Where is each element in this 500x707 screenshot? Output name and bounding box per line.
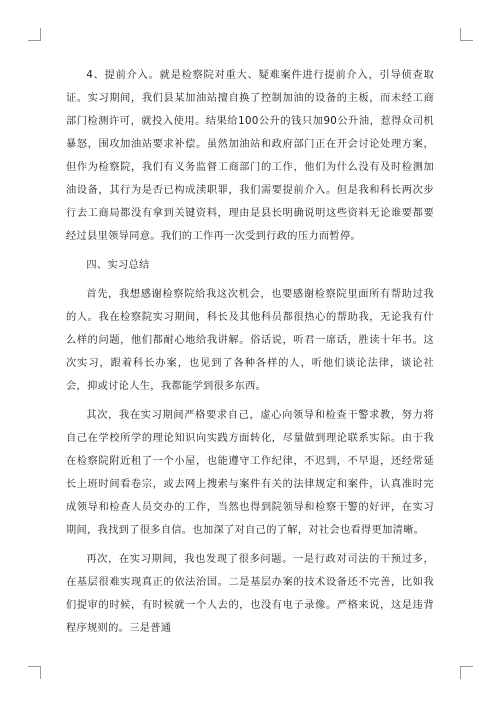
paragraph-first: 首先，我想感谢检察院给我这次机会，也要感谢检察院里面所有帮助过我的人。我在检察院实习期间，科长及其他科员都很热心的帮助我，无论我有什么样的问题，他们都耐心地给我讲解。俗话说，听君一席话，胜读十年书。这次实习，跟着科长办案，也见到了各种各样的人，听他们谈论法律，谈论社会，抑或讨论人生，我都能学到很多东西。: [66, 289, 434, 392]
section-heading-internship-summary: 四、实习总结: [86, 260, 150, 271]
paragraph-third: 再次，在实习期间，我也发现了很多问题。一是行政对司法的干预过多，在基层很难实现真正的依法治国。二是基层办案的技术设备还不完善，比如我们提审的时候，有时候就一个人去的，也没有电子录像。严格来说，这是违背程序规则的。三是普通: [66, 554, 434, 634]
paragraph-second: 其次，我在实习期间严格要求自己，虚心向领导和检查干警求教，努力将自己在学校所学的理论知识向实践方面转化，尽量做到理论联系实际。由于我在检察院附近租了一个小屋，也能遵守工作纪律，不迟到，不早退，还经常延长上班时间看卷宗，或去网上搜索与案件有关的法律规定和案件，认真准时完成领导和检查人员交办的工作，当然也得到院领导和检察干警的好评，在实习期间，我找到了很多自信。也加深了对自己的了解，对社会也看得更加清晰。: [66, 410, 434, 536]
crop-mark-bottom-right: [460, 666, 473, 679]
document-body: [66, 64, 434, 646]
paragraph-early-intervention: 4、提前介入。就是检察院对重大、疑难案件进行提前介入，引导侦查取证。实习期间，我们县某加油站擅自换了控制加油的设备的主板，而未经工商部门检测许可，就投入使用。结果给100公升的钱只加90公升油，惹得众司机暴怒，围攻加油站要求补偿。虽然加油站和政府部门正在开会讨论处理方案，但作为检察院，我们有义务监督工商部门的工作，他们为什么没有及时检测加油设备，其行为是否已构成渎职罪，我们需要提前介入。但是我和科长两次步行去工商局都没有拿到关键资料，理由是县长明确说明这些资料无论谁要都要经过县里领导同意。我们的工作再一次受到行政的压力而暂停。: [66, 70, 434, 242]
crop-mark-bottom-left: [28, 666, 41, 679]
crop-mark-top-right: [460, 28, 473, 41]
crop-mark-top-left: [28, 28, 41, 41]
